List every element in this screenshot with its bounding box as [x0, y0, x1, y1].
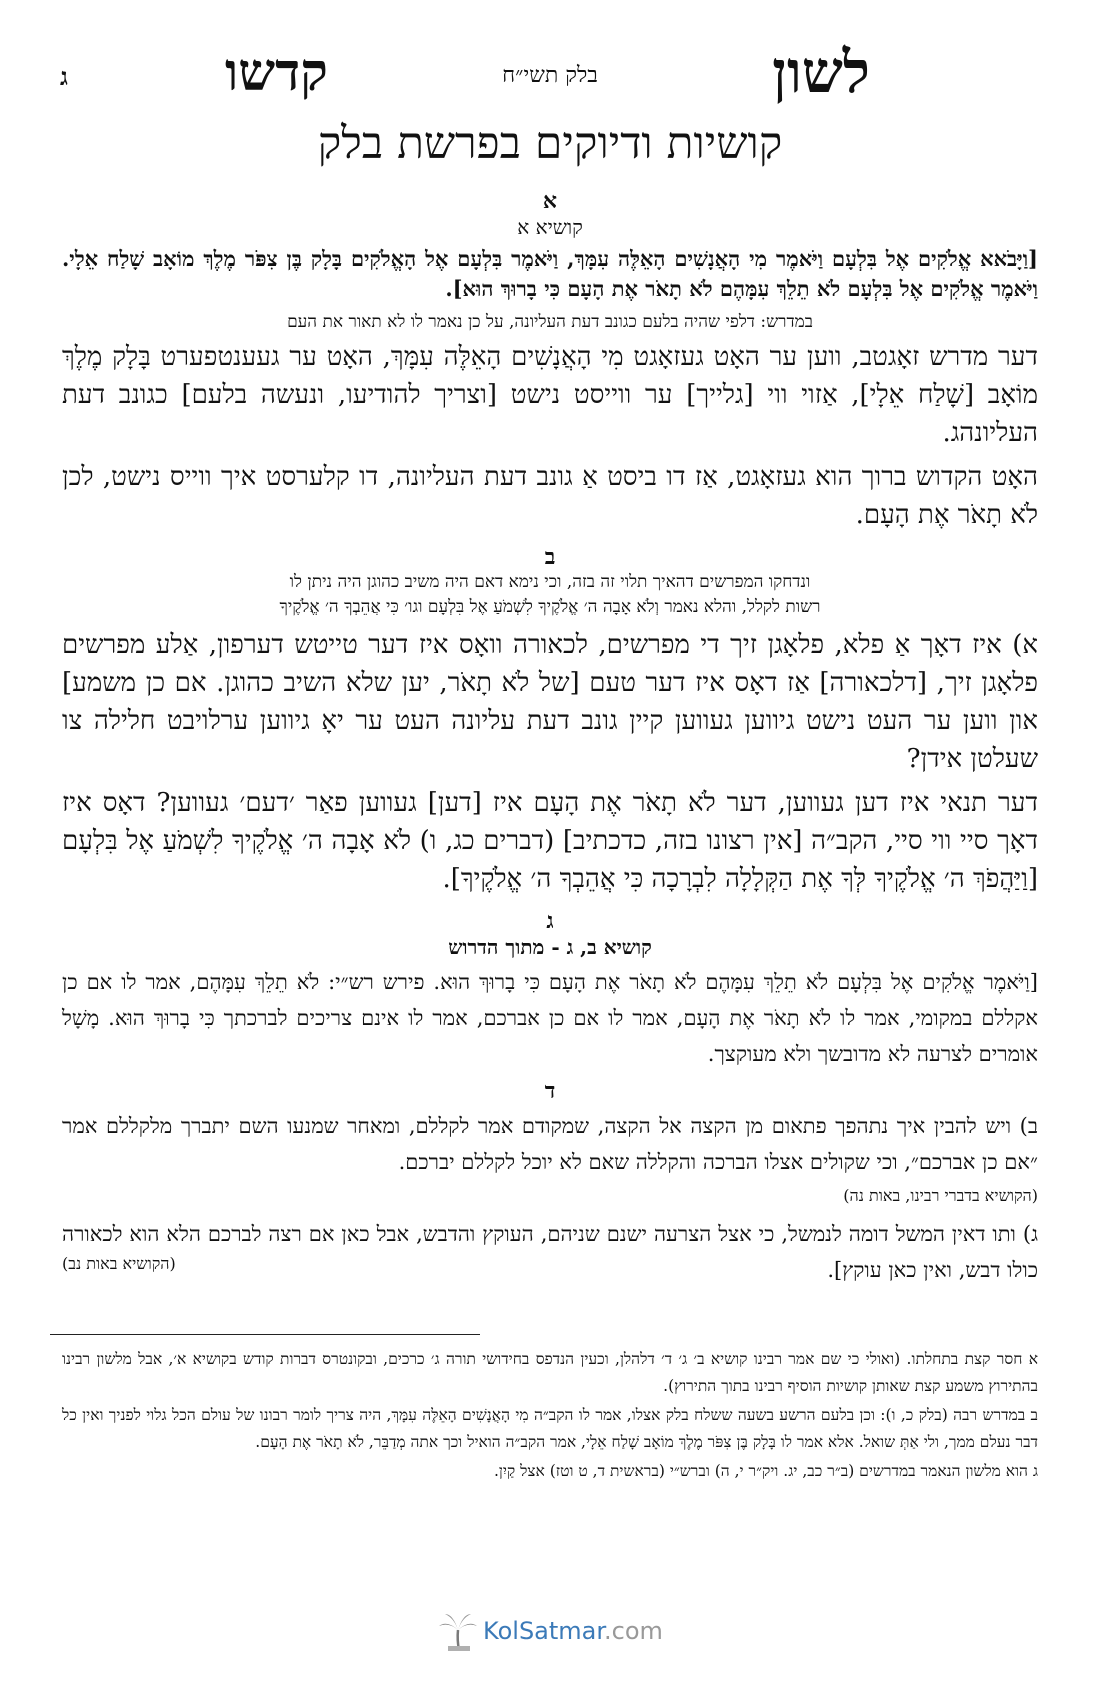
watermark-text — [483, 1617, 663, 1645]
section-d-citation-2: (הקושיא באות נב) — [62, 1254, 176, 1273]
footnote-divider — [50, 1334, 480, 1335]
page-number: ג — [60, 62, 68, 91]
section-c-paragraph: [וַיֹּאמֶר אֱלֹקִים אֶל בִּלְעָם לֹא תֵלֵךְ עִמָּהֶם לֹא תָאֹר אֶת הָעָם כִּי בָרוּךְ הוּא. פירש רש״י: לֹא תֵלֵךְ עִמָּהֶם, אמר לו אם כן אקללם במקומי, אמר לו לֹא תָאֹר אֶת הָעָם, אמר לו אם כן אברכם, אמר לו אינם צריכים לברכתך כִּי בָרוּךְ הוּא. מָשָׁל אומרים לצרעה לא מדובשך ולא מעוקצך. — [62, 970, 1038, 1066]
footnote-b: ב במדרש רבה (בלק כ, ו): וכן בלעם הרשע בשעה ששלח בלק אצלו, אמר לו הקב״ה מִי הָאֲנָשִׁים הָאֵלֶּה עִמָּךְ, היה צריך לומר רבונו של עולם הכל גלוי לפניך ואין כל דבר נעלם ממך, ולי אַתְּ שואל. אלא אמר לו בָּלָק בֶּן צִפֹּר מֶלֶךְ מוֹאָב שָׁלַח אֵלָי, אמר הקב״ה הואיל וכך אתה מְדַבֵּר, לֹא תָאֹר אֶת הָעָם. — [62, 1406, 1038, 1451]
section-d-paragraph-1: ב) ויש להבין איך נתהפך פתאום מן הקצה אל הקצה, שמקודם אמר לקללם, ומאחר שמנעו השם יתברך מלקללם אמר ״אם כן אברכם״, וכי שקולים אצלו הברכה והקללה שאם לא יוכל לקללם יברכם. — [62, 1114, 1038, 1174]
page-title: קושיות ודיוקים בפרשת בלק — [317, 118, 783, 169]
midrash-note: במדרש: דלפי שהיה בלעם כגונב דעת העליונה, על כן נאמר לו לא תאור את העם — [287, 312, 813, 332]
section-b-source-line-2: רשות לקלל, והלא נאמר וְלֹא אָבָה ה׳ אֱלֹקֶיךָ לִשְׁמֹעַ אֶל בִּלְעָם וגו׳ כִּי אֲהֵבְךָ ה׳ אֱלֹקֶיךָ — [279, 597, 821, 617]
palm-tree-icon — [437, 1610, 479, 1652]
footnote-a: א חסר קצת בתחלתו. (ואולי כי שם אמר רבינו קושיא ב׳ ג׳ ד׳ דלהלן, וכעין הנדפס בחידושי תורה ג׳ כרכים, ובקונטרס דברות קודש בקושיא א׳, אבל מלשון רבינו בהתירוץ משמע קצת שאותן קושיות הוסיף רבינו בתוך התירוץ). — [62, 1350, 1038, 1395]
header-subtitle: בלק תשי״ח — [502, 63, 598, 88]
section-d-paragraph-2: ג) ותו דאין המשל דומה לנמשל, כי אצל הצרעה ישנם שניהם, העוקץ והדבש, אבל כאן אם רצה לברכם הלא הוא לכאורה כולו דבש, ואין כאן עוקץ]. — [62, 1222, 1038, 1282]
watermark-tld: .com — [604, 1617, 663, 1645]
watermark — [0, 1610, 1100, 1652]
header-word-right: לשון — [772, 38, 870, 106]
section-b-paragraph-2: דער תנאי איז דען געווען, דער לֹא תָאֹר אֶת הָעָם איז [דען] געווען פאַר ׳דעם׳ געווען? דאָס איז דאָך סיי ווי סיי, הקב״ה [אין רצונו בזה, כדכתיב] (דברים כג, ו) לֹא אָבָה ה׳ אֱלֹקֶיךָ לִשְׁמֹעַ אֶל בִּלְעָם [וַיַּהֲפֹךְ ה׳ אֱלֹקֶיךָ לְּךָ אֶת הַקְּלָלָה לִבְרָכָה כִּי אֲהֵבְךָ ה׳ אֱלֹקֶיךָ]. — [62, 788, 1038, 894]
watermark-brand: KolSatmar — [483, 1617, 605, 1645]
section-subtitle-c: קושיא ב, ג - מתוך הדרוש — [448, 935, 652, 959]
section-a-paragraph-1: דער מדרש זאָגטב, ווען ער האָט געזאָגט מִי הָאֲנָשִׁים הָאֵלֶּה עִמָּךְ, האָט ער געענטפערט בָּלָק מֶלֶךְ מוֹאָב [שָׁלַח אֵלָי], אַזוי ווי [גלייך] ער ווייסט נישט [וצריך להודיעו, ונעשה בלעם] כגונב דעת העליונהג. — [62, 342, 1038, 448]
section-a-paragraph-2: האָט הקדוש ברוך הוא געזאָגט, אַז דו ביסט אַ גונב דעת העליונה, דו קלערסט איך ווייס נישט, לכן לֹא תָאֹר אֶת הָעָם. — [62, 462, 1038, 530]
main-content — [62, 188, 1038, 1280]
section-d-citation-1: (הקושיא בדברי רבינו, באות נה) — [843, 1186, 1038, 1205]
verse-quote-a: [וַיָּבֹאא אֱלֹקִים אֶל בִּלְעָם וַיֹּאמֶר מִי הָאֲנָשִׁים הָאֵלֶּה עִמָּךְ, וַיֹּאמֶר בִּלְעָם אֶל הָאֱלֹקִים בָּלָק בֶּן צִפֹּר מֶלֶךְ מוֹאָב שָׁלַח אֵלָי. וַיֹּאמֶר אֱלֹקִים אֶל בִּלְעָם לֹא תֵלֵךְ עִמָּהֶם לֹא תָאֹר אֶת הָעָם כִּי בָרוּךְ הוּא]. — [62, 246, 1038, 301]
section-b-paragraph-1: א) איז דאָך אַ פלא, פלאָגן זיך די מפרשים, לכאורה וואָס איז דער טייטש דערפון, אַלע מפרשים פלאָגן זיך, [דלכאורה] אַז דאָס איז דער טעם [של לֹא תָאֹר, יען שלא השיב כהוגן. אם כן משמע] און ווען ער העט נישט גיווען געווען קיין גונב דעת עליונה העט ער יאָ גיווען ערלויבט חלילה צו שעלטן אידן? — [62, 630, 1038, 774]
section-letter-b: ב — [544, 544, 556, 570]
footnotes — [62, 1346, 1038, 1487]
section-letter-a: א — [542, 188, 558, 214]
footnote-c: ג הוא מלשון הנאמר במדרשים (ב״ר כב, יג. ויק״ר י, ה) וברש״י (בראשית ד, ט וטז) אצל קַיִן. — [493, 1462, 1038, 1480]
section-subtitle-a: קושיא א — [517, 215, 583, 239]
section-d-row-2 — [62, 1212, 1038, 1288]
section-b-source-line-1: ונדחקו המפרשים דהאיך תלוי זה בזה, וכי נימא דאם היה משיב כהוגן היה ניתן לו — [289, 572, 811, 592]
section-letter-d: ד — [544, 1078, 556, 1104]
section-letter-c: ג — [546, 908, 554, 934]
header-word-left: קדשו — [225, 42, 328, 103]
